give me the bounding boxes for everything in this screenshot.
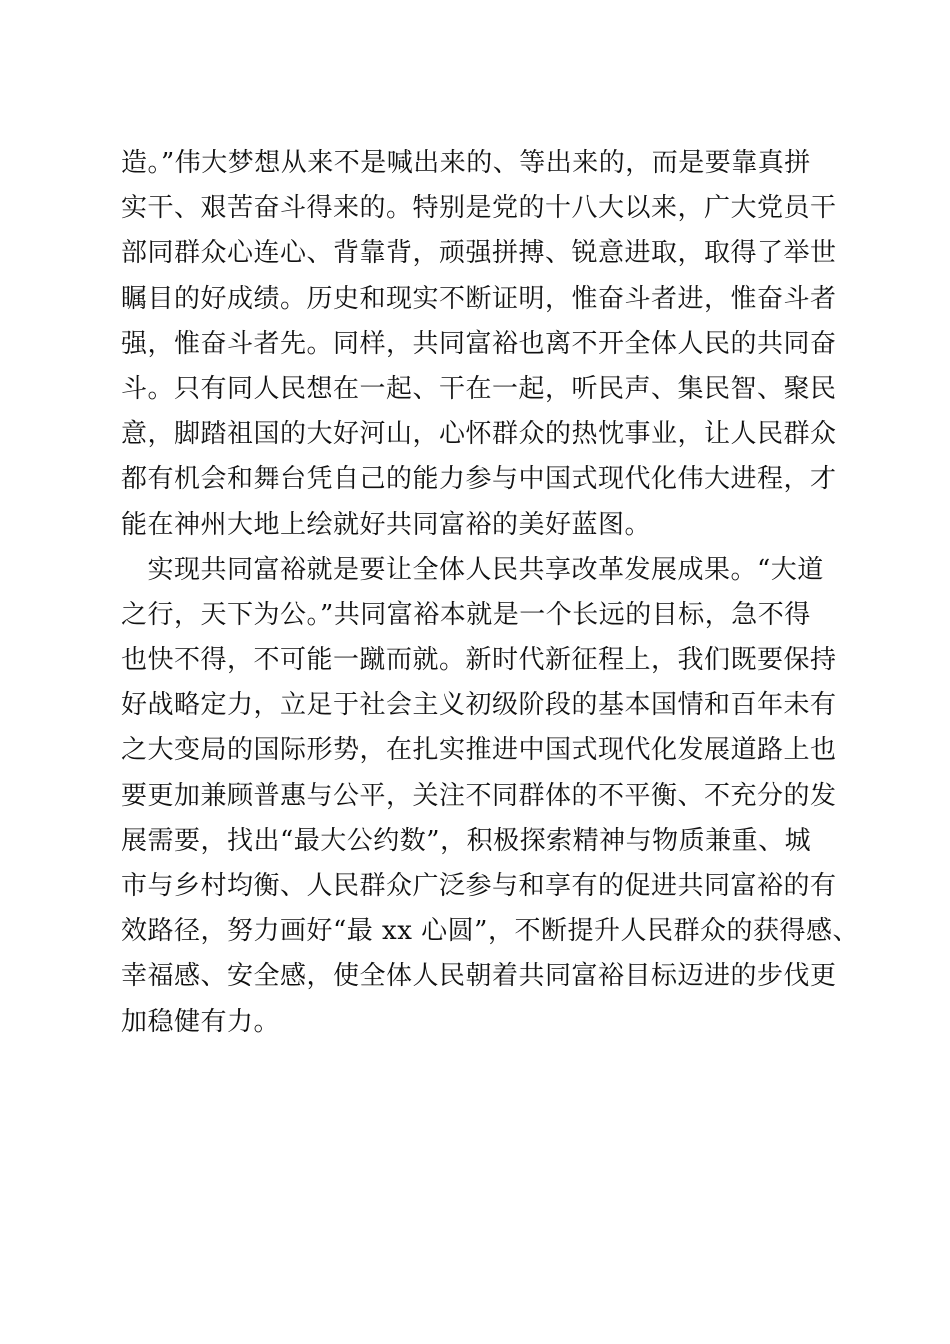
text-line: 展需要，找出“最大公约数”，积极探索精神与物质兼重、城: [121, 825, 812, 856]
text-line: 实干、艰苦奋斗得来的。特别是党的十八大以来，广大党员干: [121, 193, 837, 224]
text-line: 幸福感、安全感，使全体人民朝着共同富裕目标迈进的步伐更: [121, 961, 837, 992]
text-line: 造。”伟大梦想从来不是喊出来的、等出来的，而是要靠真拼: [121, 148, 811, 178]
text-line: 也快不得，不可能一蹴而就。新时代新征程上，我们既要保持: [121, 645, 837, 676]
text-line: 实现共同富裕就是要让全体人民共享改革发展成果。“大道: [121, 554, 824, 585]
text-line: 斗。只有同人民想在一起、干在一起，听民声、集民智、聚民: [121, 373, 837, 404]
text-line: 市与乡村均衡、人民群众广泛参与和享有的促进共同富裕的有: [121, 871, 837, 901]
text-line: 能在神州大地上绘就好共同富裕的美好蓝图。: [121, 509, 652, 540]
paragraph-1: [121, 141, 841, 548]
text-line: 要更加兼顾普惠与公平，关注不同群体的不平衡、不充分的发: [121, 780, 837, 811]
text-line: 都有机会和舞台凭自己的能力参与中国式现代化伟大进程，才: [121, 464, 837, 495]
text-line: 意，脚踏祖国的大好河山，心怀群众的热忱事业，让人民群众: [121, 419, 837, 450]
text-line: 强，惟奋斗者先。同样，共同富裕也离不开全体人民的共同奋: [121, 328, 837, 359]
document-body: [121, 141, 859, 1045]
text-line: 加稳健有力。: [121, 1006, 281, 1037]
text-line: 瞩目的好成绩。历史和现实不断证明，惟奋斗者进，惟奋斗者: [121, 283, 837, 314]
text-line: 之行，天下为公。”共同富裕本就是一个长远的目标，急不得: [121, 599, 811, 630]
text-line: 之大变局的国际形势，在扎实推进中国式现代化发展道路上也: [121, 735, 837, 766]
text-line: 效路径，努力画好“最 xx 心圆”，不断提升人民群众的获得感、: [121, 916, 859, 947]
paragraph-2: [121, 548, 859, 1045]
text-line: 好战略定力，立足于社会主义初级阶段的基本国情和百年未有: [121, 690, 837, 721]
text-line: 部同群众心连心、背靠背，顽强拼搏、锐意进取，取得了举世: [121, 238, 837, 269]
